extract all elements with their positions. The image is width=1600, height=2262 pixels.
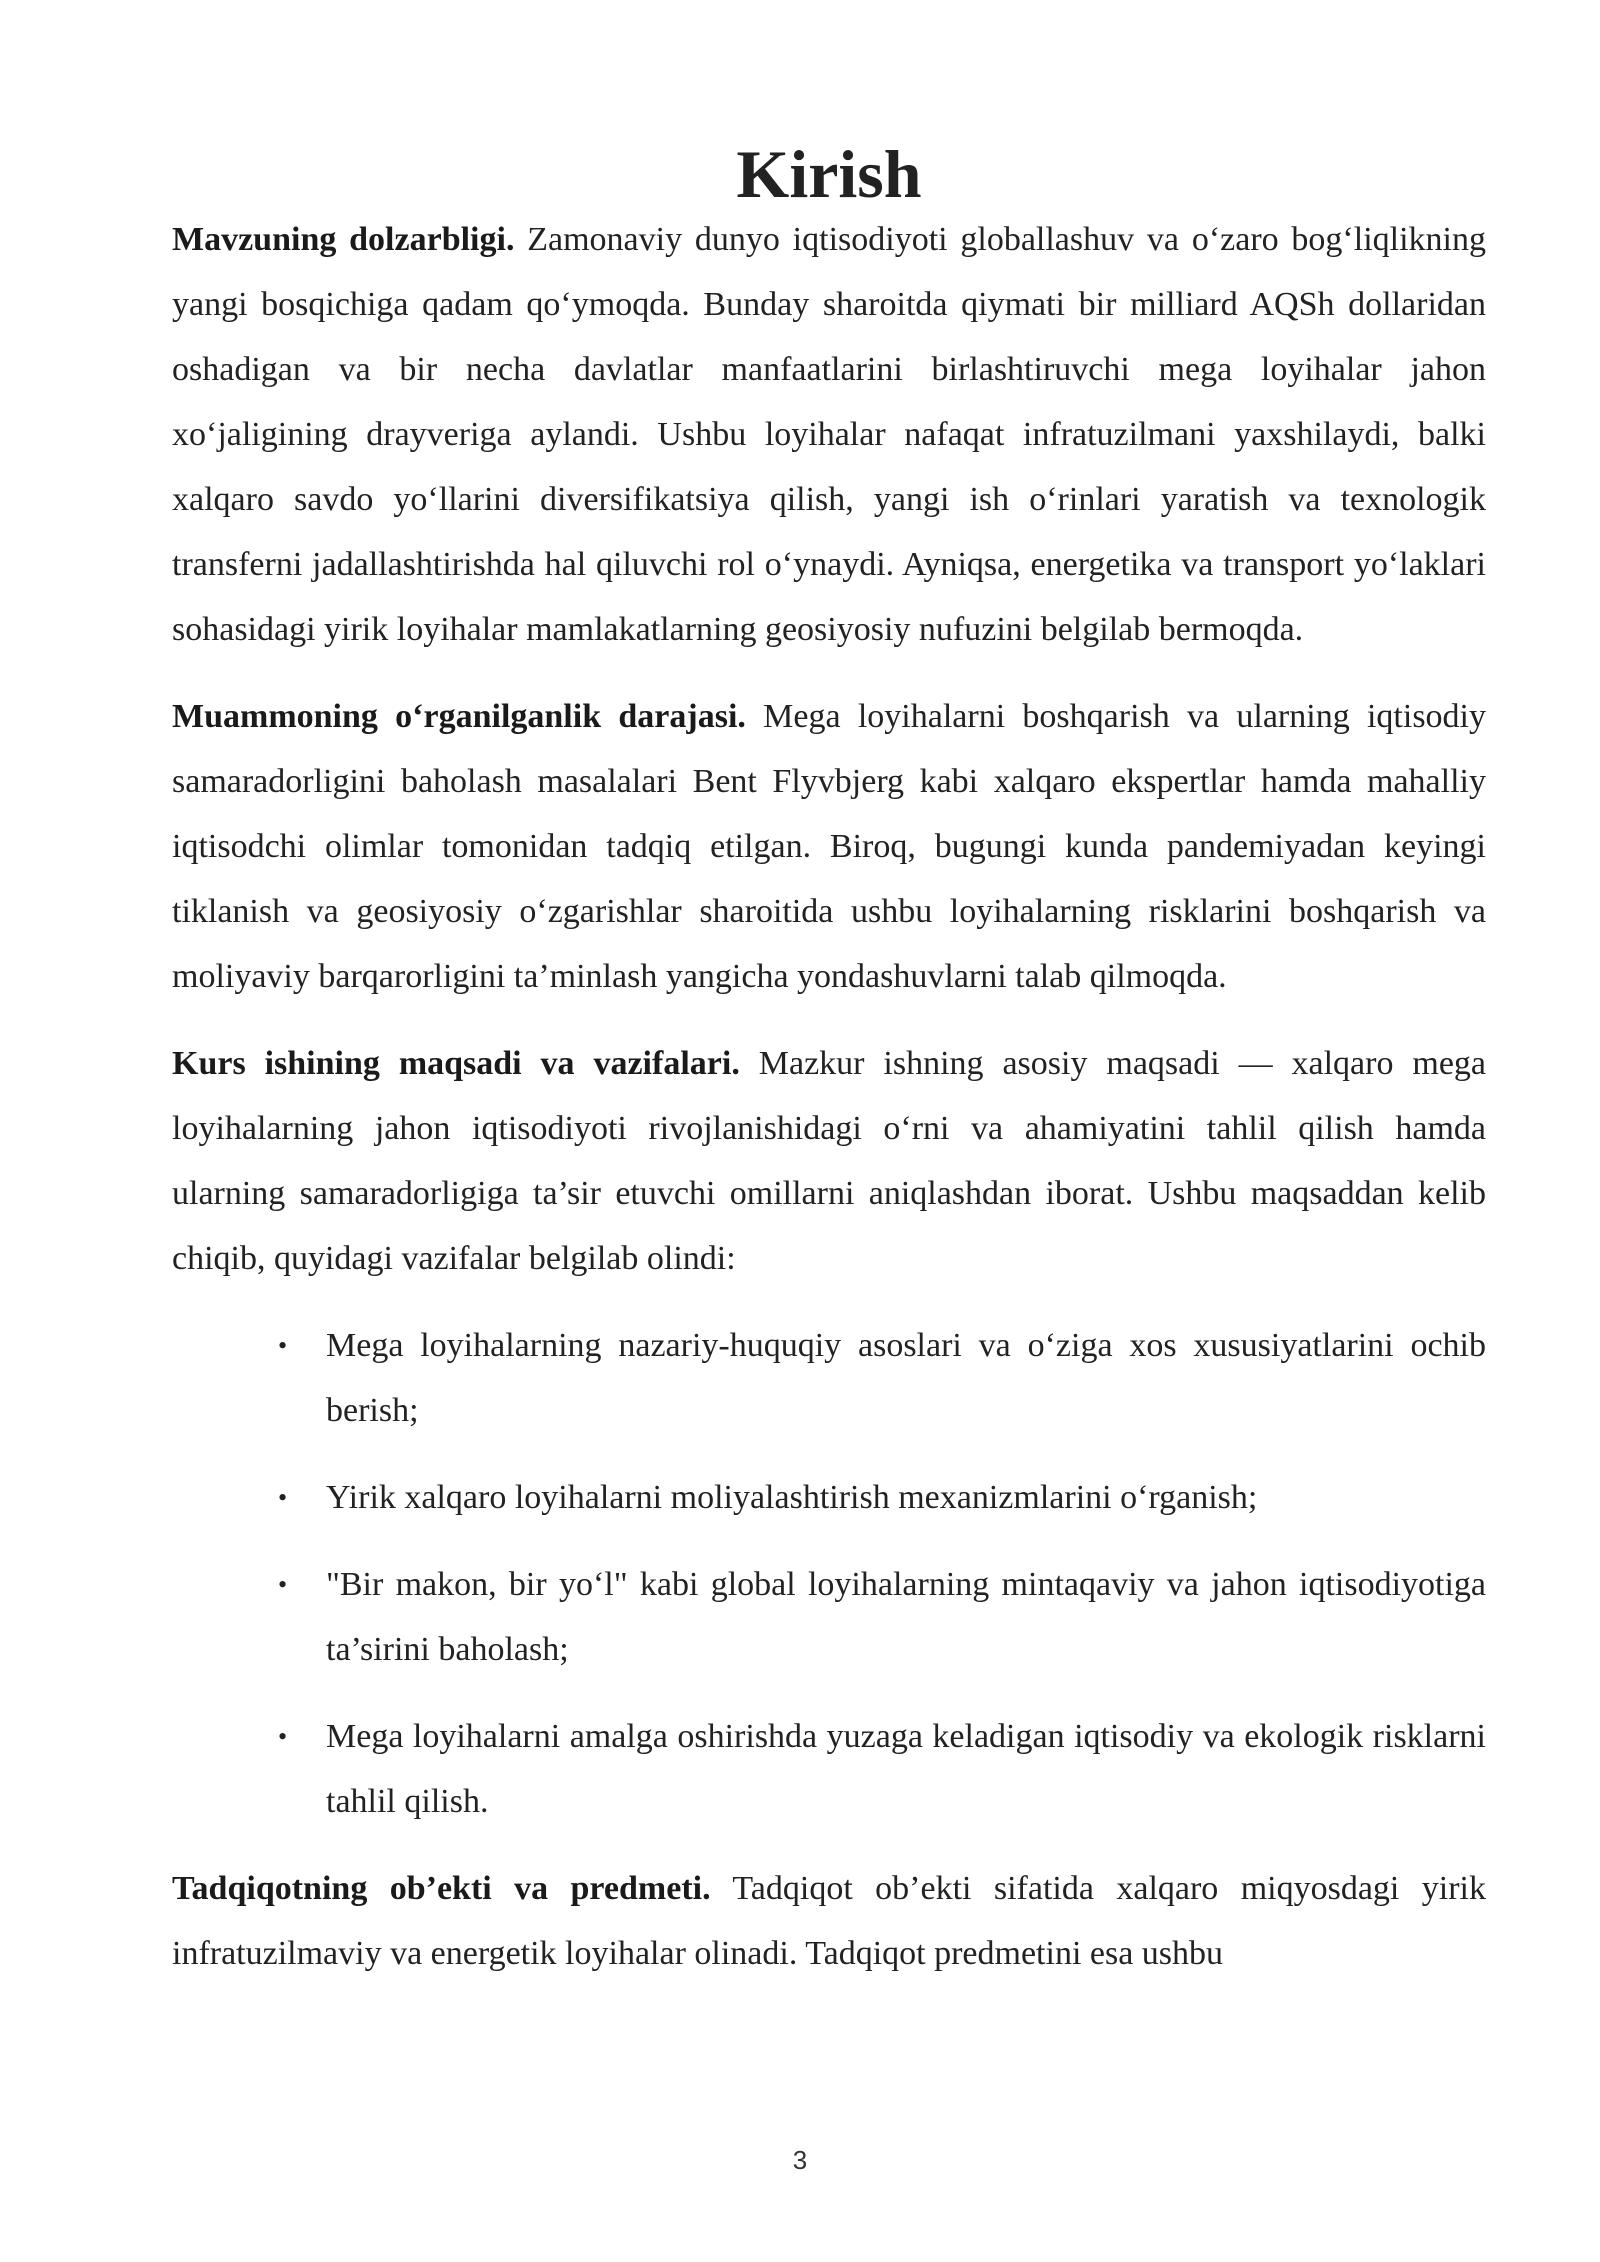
page-heading: Kirish	[736, 136, 922, 212]
paragraph-lead: Muammoning o‘rganilganlik darajasi.	[172, 698, 746, 735]
bullet-icon: •	[278, 1722, 288, 1751]
paragraph-object-subject	[172, 1856, 1486, 1986]
page-content	[172, 136, 1487, 2008]
paragraph-text: Mazkur ishning asosiy maqsadi — xalqaro mega loyihalarning jahon iqtisodiyoti rivojlanishidagi o‘rni va ahamiyatini tahlil qilish hamda ularning samaradorligiga ta’sir etuvchi omillarni aniqlashdan iborat. Ushbu maqsaddan kelib chiqib, quyidagi vazifalar belgilab olindi:	[172, 1045, 1487, 1277]
paragraph-lead: Kurs ishining maqsadi va vazifalari.	[172, 1045, 740, 1082]
task-text: Mega loyihalarni amalga oshirishda yuzaga keladigan iqtisodiy va ekologik risklarni tahlil qilish.	[326, 1718, 1486, 1820]
bullet-icon: •	[278, 1331, 288, 1360]
task-text: Yirik xalqaro loyihalarni moliyalashtirish mexanizmlarini o‘rganish;	[326, 1479, 1258, 1516]
task-text: Mega loyihalarning nazariy-huquqiy asoslari va o‘ziga xos xususiyatlarini ochib berish;	[326, 1327, 1486, 1429]
paragraph-lead: Mavzuning dolzarbligi.	[172, 221, 515, 258]
task-item	[172, 1552, 1486, 1682]
paragraph-goals	[172, 1031, 1486, 1291]
task-list	[172, 1313, 1486, 1834]
paragraph-lead: Tadqiqotning ob’ekti va predmeti.	[172, 1870, 711, 1907]
task-item	[172, 1704, 1486, 1834]
paragraph-text: Mega loyihalarni boshqarish va ularning iqtisodiy samaradorligini baholash masalalari Bent Flyvbjerg kabi xalqaro ekspertlar hamda mahalliy iqtisodchi olimlar tomonidan tadqiq etilgan. Biroq, bugungi kunda pandemiyadan keyingi tiklanish va geosiyosiy o‘zgarishlar sharoitida ushbu loyihalarning risklarini boshqarish va moliyaviy barqarorligini ta’minlash yangicha yondashuvlarni talab qilmoqda.	[172, 698, 1486, 995]
paragraph-study-degree	[172, 684, 1486, 1009]
paragraph-text: Tadqiqot ob’ekti sifatida xalqaro miqyosdagi yirik infratuzilmaviy va energetik loyihalar olinadi. Tadqiqot predmetini esa ushbu	[172, 1870, 1486, 1972]
bullet-icon: •	[278, 1570, 288, 1599]
paragraph-text: Zamonaviy dunyo iqtisodiyoti globallashuv va o‘zaro bog‘liqlikning yangi bosqichiga qadam qo‘ymoqda. Bunday sharoitda qiymati bir milliard AQSh dollaridan oshadigan va bir necha davlatlar manfaatlarini birlashtiruvchi mega loyihalar jahon xo‘jaligining drayveriga aylandi. Ushbu loyihalar nafaqat infratuzilmani yaxshilaydi, balki xalqaro savdo yo‘llarini diversifikatsiya qilish, yangi ish o‘rinlari yaratish va texnologik transferni jadallashtirishda hal qiluvchi rol o‘ynaydi. Ayniqsa, energetika va transport yo‘laklari sohasidagi yirik loyihalar mamlakatlarning geosiyosiy nufuzini belgilab bermoqda.	[172, 221, 1486, 648]
bullet-icon: •	[278, 1483, 288, 1512]
task-item	[172, 1313, 1486, 1443]
task-item	[172, 1465, 1486, 1530]
paragraph-relevance	[172, 207, 1486, 662]
page-number: 3	[792, 2145, 808, 2175]
task-text: "Bir makon, bir yo‘l" kabi global loyihalarning mintaqaviy va jahon iqtisodiyotiga ta’sirini baholash;	[326, 1566, 1486, 1668]
